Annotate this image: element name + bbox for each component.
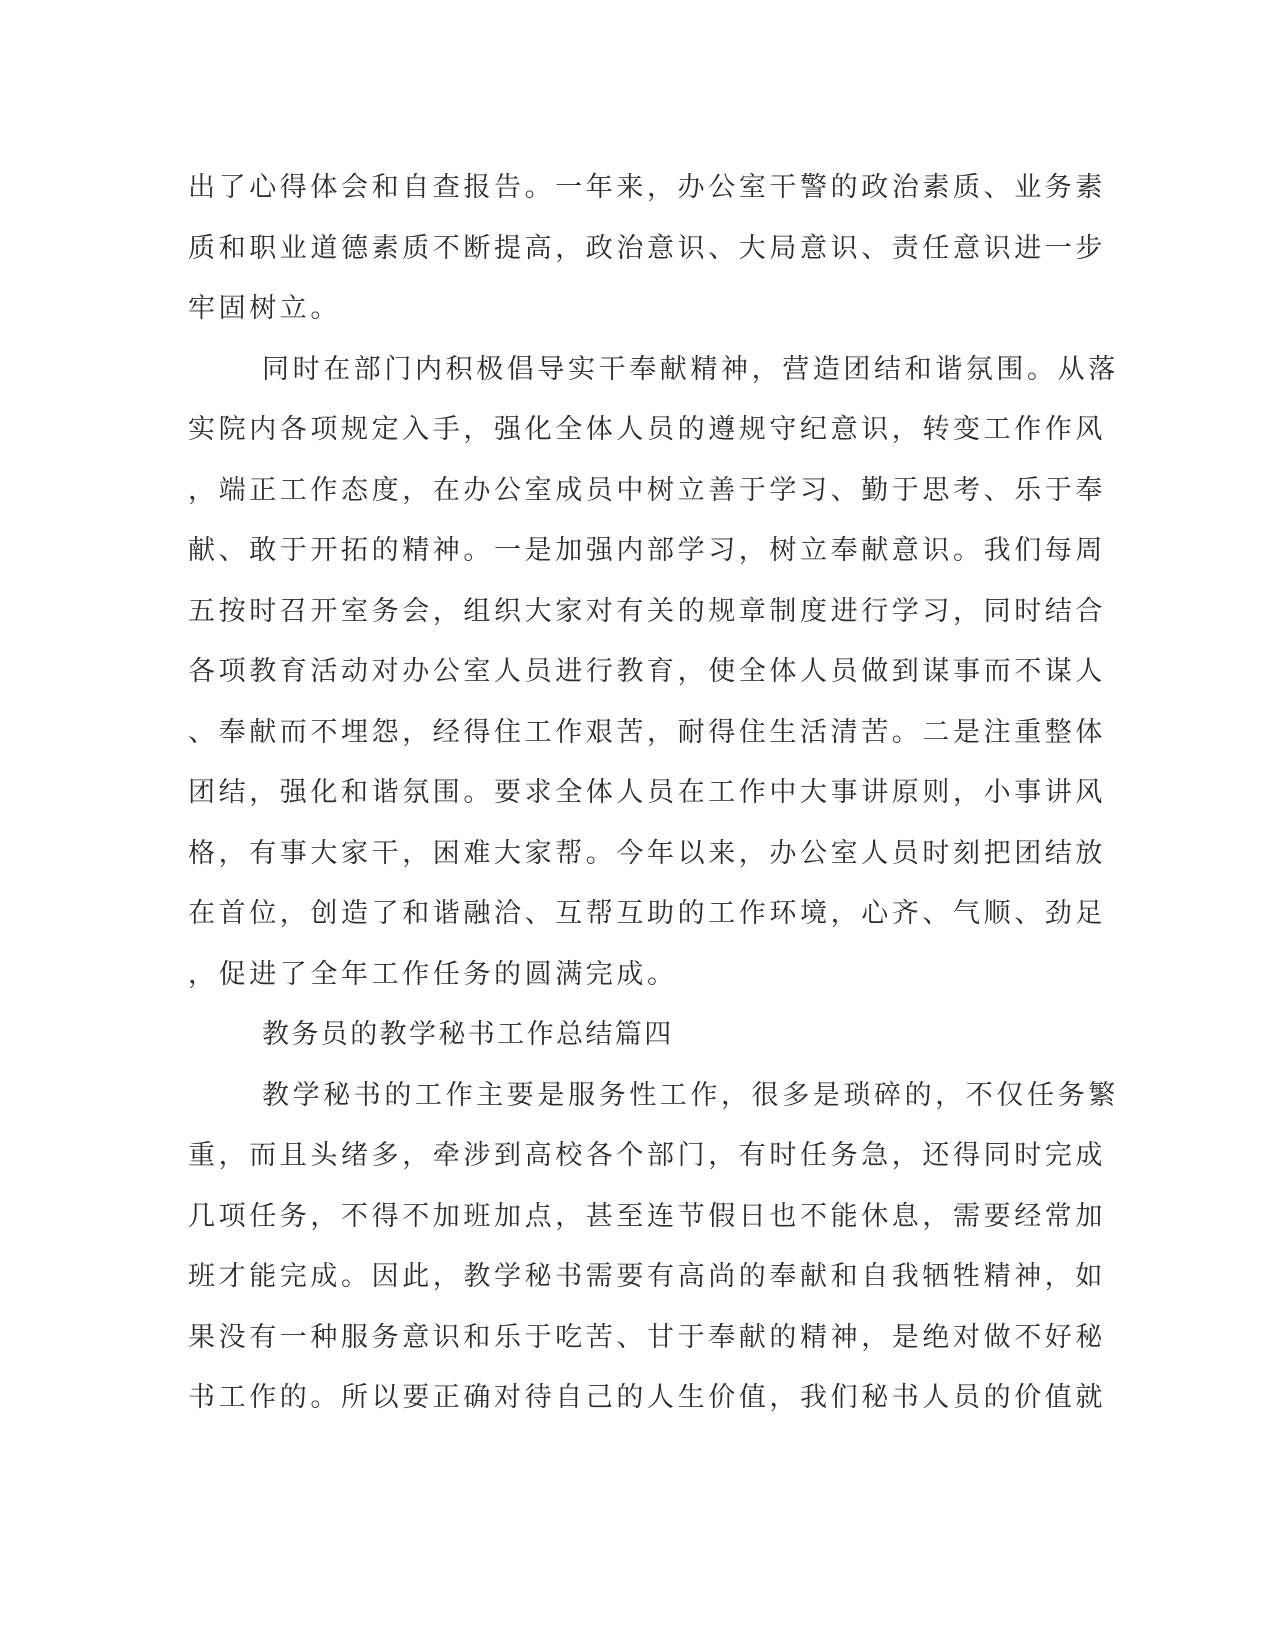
text-line: 各项教育活动对办公室人员进行教育，使全体人员做到谋事而不谋人	[188, 656, 1106, 687]
document-body	[188, 158, 1119, 1429]
text-line: 质和职业道德素质不断提高，政治意识、大局意识、责任意识进一步	[188, 232, 1106, 264]
text-line: 班才能完成。因此，教学秘书需要有高尚的奉献和自我牺牲精神，如	[188, 1261, 1106, 1292]
text-line: 献、敢于开拓的精神。一是加强内部学习，树立奉献意识。我们每周	[188, 535, 1106, 566]
text-line: 实院内各项规定入手，强化全体人员的遵规守纪意识，转变工作作风	[188, 414, 1106, 445]
text-line: 几项任务，不得不加班加点，甚至连节假日也不能休息，需要经常加	[188, 1200, 1106, 1232]
text-line: ，促进了全年工作任务的圆满完成。	[188, 958, 678, 990]
text-line: 书工作的。所以要正确对待自己的人生价值，我们秘书人员的价值就	[188, 1382, 1106, 1413]
text-line: 在首位，创造了和谐融洽、互帮互助的工作环境，心齐、气顺、劲足	[188, 898, 1106, 929]
text-line: 牢固树立。	[188, 293, 341, 324]
text-line: 果没有一种服务意识和乐于吃苦、甘于奉献的精神，是绝对做不好秘	[188, 1321, 1106, 1353]
paragraph-first-line: 同时在部门内积极倡导实干奉献精神，营造团结和谐氛围。从落	[262, 353, 1119, 385]
paragraph-first-line: 教学秘书的工作主要是服务性工作，很多是琐碎的，不仅任务繁	[262, 1079, 1119, 1111]
text-line: ，端正工作态度，在办公室成员中树立善于学习、勤于思考、乐于奉	[188, 474, 1106, 506]
section-heading: 教务员的教学秘书工作总结篇四	[262, 1019, 674, 1050]
text-line: 重，而且头绪多，牵涉到高校各个部门，有时任务急，还得同时完成	[188, 1140, 1106, 1171]
text-line: 出了心得体会和自查报告。一年来，办公室干警的政治素质、业务素	[188, 172, 1106, 203]
text-line: 、奉献而不埋怨，经得住工作艰苦，耐得住生活清苦。二是注重整体	[188, 716, 1106, 748]
text-line: 格，有事大家干，困难大家帮。今年以来，办公室人员时刻把团结放	[188, 837, 1106, 869]
text-line: 五按时召开室务会，组织大家对有关的规章制度进行学习，同时结合	[188, 595, 1106, 627]
text-line: 团结，强化和谐氛围。要求全体人员在工作中大事讲原则，小事讲风	[188, 777, 1106, 808]
